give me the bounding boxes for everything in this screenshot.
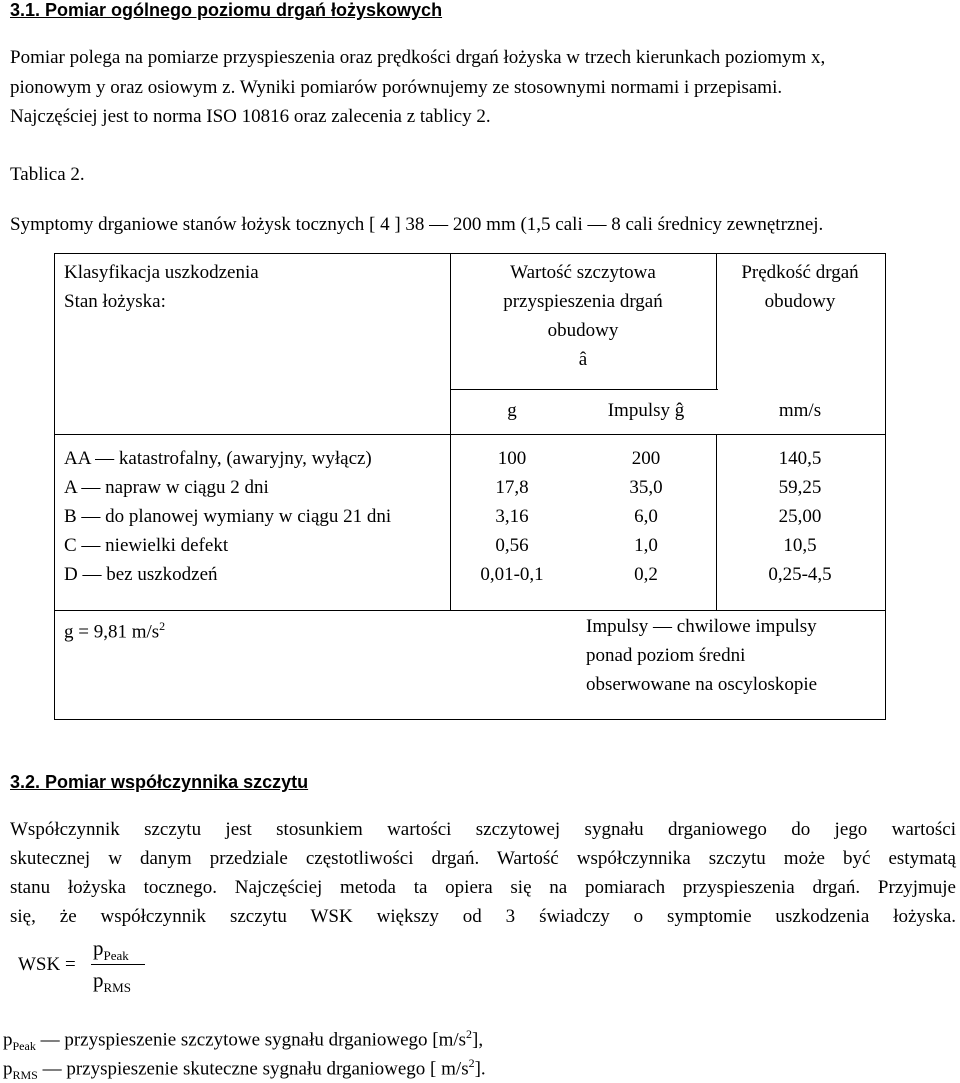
header-velocity-line-1: Prędkość drgań (741, 262, 859, 283)
header-velocity-line-2: obudowy (764, 291, 836, 312)
section-2-paragraph-line-3: stanu łożyska tocznego. Najczęściej metoda ta opiera się na pomiarach przyspieszenia drgań. Przyjmuje (10, 877, 956, 898)
table-label: Tablica 2. (10, 164, 85, 185)
header-peak-line-1: Wartość szczytowa (510, 262, 656, 283)
header-peak-symbol: â (578, 349, 588, 370)
row-g: 0,01-0,1 (480, 564, 544, 585)
header-peak-line-2: przyspieszenia drgań (503, 291, 663, 312)
footnote-impulsy-line-2: ponad poziom średni (586, 645, 746, 666)
definition-rms (3, 1056, 486, 1083)
section-1-heading: 3.1. Pomiar ogólnego poziomu drgań łożyskowych (10, 0, 443, 20)
section-2-paragraph-line-2: skutecznej w danym przedziale częstotliwości drgań. Wartość współczynnika szczytu może być estymatą (10, 848, 956, 869)
footnote-gravity-text: g = 9,81 m/s (64, 621, 160, 643)
section-2-heading: 3.2. Pomiar współczynnika szczytu (10, 772, 309, 792)
section-1-paragraph-line-3: Najczęściej jest to norma ISO 10816 oraz zalecenia z tablicy 2. (10, 106, 491, 127)
row-impulsy: 200 (631, 448, 661, 469)
table-footer-rule (54, 610, 886, 611)
header-classification: Klasyfikacja uszkodzenia (64, 262, 259, 283)
formula-lhs: WSK = (18, 954, 76, 975)
row-state: A — napraw w ciągu 2 dni (64, 477, 269, 498)
def-peak-sup: 2 (466, 1027, 473, 1041)
section-2-paragraph-line-4: się, że współczynnik szczytu WSK większy od 3 świadczy o symptomie uszkodzenia łożyska. (10, 906, 956, 927)
formula-num-sub: Peak (103, 948, 129, 964)
formula-numerator (93, 936, 129, 964)
def-rms-sub: RMS (12, 1068, 38, 1083)
table-caption: Symptomy drganiowe stanów łożysk tocznych [ 4 ] 38 — 200 mm (1,5 cali — 8 cali średnicy zewnętrznej. (10, 214, 824, 235)
fraction-bar (91, 964, 145, 965)
section-1-paragraph-line-1: Pomiar polega na pomiarze przyspieszenia oraz prędkości drgań łożyska w trzech kierunkach poziomym x, (10, 47, 826, 68)
row-mms: 10,5 (783, 535, 817, 556)
row-g: 0,56 (495, 535, 529, 556)
row-impulsy: 1,0 (634, 535, 658, 556)
def-rms-p: p (3, 1058, 13, 1080)
row-g: 17,8 (495, 477, 529, 498)
def-peak-end: ], (472, 1029, 484, 1051)
definition-peak (3, 1027, 483, 1054)
formula-denominator (93, 968, 131, 996)
section-2-paragraph-line-1: Współczynnik szczytu jest stosunkiem wartości szczytowej sygnału drganiowego do jego wartości (10, 819, 956, 840)
unit-impulsy: Impulsy ĝ (607, 400, 685, 421)
def-rms-end: ]. (474, 1058, 486, 1080)
row-g: 3,16 (495, 506, 529, 527)
def-rms-sup: 2 (468, 1056, 475, 1070)
footnote-gravity-sup: 2 (159, 619, 166, 633)
row-state: AA — katastrofalny, (awaryjny, wyłącz) (64, 448, 372, 469)
formula-num-p: p (93, 936, 104, 960)
unit-mms: mm/s (778, 400, 822, 421)
table-header-rule (450, 389, 718, 390)
def-peak-text: — przyspieszenie szczytowe sygnału drganiowego [m/s (35, 1029, 467, 1051)
formula-den-sub: RMS (103, 980, 131, 996)
header-peak-line-3: obudowy (547, 320, 619, 341)
def-peak-p: p (3, 1029, 13, 1051)
row-state: B — do planowej wymiany w ciągu 21 dni (64, 506, 392, 527)
footnote-impulsy-line-3: obserwowane na oscyloskopie (586, 674, 818, 695)
def-rms-text: — przyspieszenie skuteczne sygnału drganiowego [ m/s (37, 1058, 469, 1080)
row-impulsy: 6,0 (634, 506, 658, 527)
row-state: D — bez uszkodzeń (64, 564, 218, 585)
section-1-paragraph-line-2: pionowym y oraz osiowym z. Wyniki pomiarów porównujemy ze stosownymi normami i przepisami. (10, 77, 783, 98)
formula-den-p: p (93, 968, 104, 992)
row-mms: 0,25-4,5 (768, 564, 832, 585)
def-peak-sub: Peak (12, 1039, 36, 1054)
row-mms: 25,00 (778, 506, 822, 527)
row-mms: 59,25 (778, 477, 822, 498)
footnote-impulsy-line-1: Impulsy — chwilowe impulsy (586, 616, 817, 637)
table-units-rule (54, 434, 886, 435)
row-g: 100 (497, 448, 527, 469)
footnote-gravity (64, 612, 165, 646)
row-impulsy: 35,0 (629, 477, 663, 498)
row-mms: 140,5 (778, 448, 822, 469)
row-impulsy: 0,2 (634, 564, 658, 585)
header-bearing-state: Stan łożyska: (64, 291, 166, 312)
row-state: C — niewielki defekt (64, 535, 229, 556)
unit-g: g (507, 400, 517, 421)
